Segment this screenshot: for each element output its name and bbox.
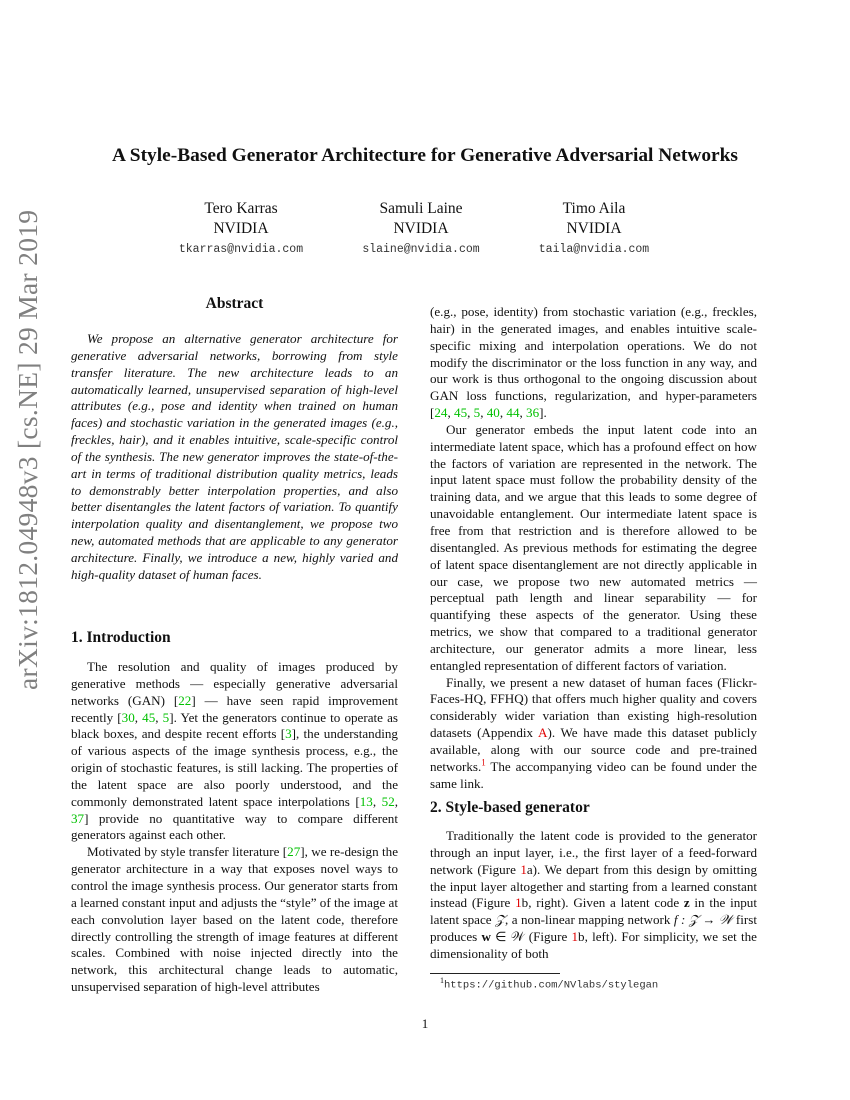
- right-column-body: [430, 304, 757, 792]
- text: The accompanying video can be found under the same link.: [430, 758, 757, 791]
- text: Traditionally the latent code is provided to the generator through an input layer, i.e., the first layer of a feed-forward network (Figure: [430, 828, 757, 877]
- text: ). We have made this dataset publicly available, along with our source code and pre-trained networks.: [430, 725, 757, 774]
- figure-link[interactable]: 1: [515, 895, 522, 911]
- citation-link[interactable]: 40: [486, 405, 500, 421]
- author-2: [321, 199, 521, 261]
- math-z: z: [683, 895, 690, 911]
- citation-link[interactable]: 5: [162, 709, 170, 725]
- text: ], the understanding of various aspects of the image synthesis process, e.g., the origin of stochastic features, is still lacking. The properties of the latent space are also poorly understood, and the commonly demonstrated latent space interpolations [: [71, 726, 398, 809]
- footnote: [440, 976, 658, 992]
- figure-link[interactable]: 1: [520, 861, 527, 877]
- citation-link[interactable]: 22: [178, 692, 192, 708]
- author-email[interactable]: tkarras@nvidia.com: [178, 243, 304, 256]
- text: ] — have seen rapid improvement recently [: [71, 692, 398, 725]
- citation-link[interactable]: 24: [434, 405, 448, 421]
- intro-paragraph-2-continued: (e.g., pose, identity) from stochastic variation (e.g., freckles, hair) in the generated images, and enables intuitive scale-specific mixing and interpolation operations. We do not modify the discriminator or the loss function in any way, and our work is thus orthogonal to the ongoing discussion about GAN loss functions, regularization, and hyper-parameters [24, 45, 5, 40, 44, 36].: [430, 304, 757, 421]
- math-Z: 𝒵: [495, 912, 506, 928]
- author-email[interactable]: taila@nvidia.com: [538, 243, 650, 256]
- citation-link[interactable]: 44: [506, 405, 520, 421]
- author-email[interactable]: slaine@nvidia.com: [362, 243, 480, 256]
- citation-link[interactable]: 27: [287, 844, 301, 860]
- footnote-divider: [430, 973, 560, 974]
- paper-title: A Style-Based Generator Architecture for Generative Adversarial Networks: [112, 145, 738, 166]
- text: , a non-linear mapping network: [505, 912, 674, 928]
- abstract-heading: Abstract: [205, 295, 264, 312]
- footnote-url[interactable]: https://github.com/NVlabs/stylegan: [444, 979, 659, 992]
- footnote-mark: 1: [440, 976, 444, 985]
- text: ].: [539, 405, 547, 421]
- abstract-body: [71, 331, 398, 584]
- author-1: [141, 199, 341, 261]
- citation-link[interactable]: 36: [526, 405, 540, 421]
- text: Motivated by style transfer literature [: [87, 844, 288, 860]
- text: b, left). For simplicity, we set the dimensionality of both: [430, 929, 757, 961]
- text: b, right). Given a latent code: [521, 895, 684, 911]
- text: (e.g., pose, identity) from stochastic variation (e.g., freckles, hair) in the generated images, and enables intuitive scale-specific mixing and interpolation operations. We do not modify the discriminator or the loss function in any way, and our work is thus orthogonal to the ongoing discussion about GAN loss functions, regularization, and hyper-parameters [: [430, 304, 757, 421]
- section-heading-style-based-generator: 2. Style-based generator: [430, 799, 590, 816]
- author-affiliation: NVIDIA: [393, 220, 449, 237]
- math-mapping: f : 𝒵 → 𝒲: [673, 912, 733, 928]
- style-paragraph-1: [430, 828, 757, 963]
- left-column-body: [71, 659, 398, 996]
- citation-link[interactable]: 37: [71, 810, 85, 826]
- section-heading-introduction: 1. Introduction: [71, 629, 171, 646]
- text: Finally, we present a new dataset of human faces (Flickr-Faces-HQ, FFHQ) that offers much higher quality and covers considerably wider variation than existing high-resolution datasets (Appendix: [430, 674, 757, 741]
- style-section-body: [430, 828, 757, 963]
- citation-link[interactable]: 3: [285, 726, 292, 742]
- abstract-text: We propose an alternative generator architecture for generative adversarial networks, borrowing from style transfer literature. The new architecture leads to an automatically learned, unsupervised separation of high-level attributes (e.g., pose and identity when trained on human faces) and stochastic variation in the generated images (e.g., freckles, hair), and it enables intuitive, scale-specific control of the synthesis. The new generator improves the state-of-the-art in terms of traditional distribution quality metrics, leads to demonstrably better interpolation properties, and also better disentangles the latent factors of variation. To quantify interpolation quality and disentanglement, we propose two new, automated methods that are applicable to any generator architecture. Finally, we introduce a new, highly varied and high-quality dataset of human faces.: [71, 331, 398, 582]
- appendix-link[interactable]: A: [537, 725, 548, 741]
- intro-paragraph-1: The resolution and quality of images produced by generative methods — especially generative adversarial networks (GAN) [22] — have seen rapid improvement recently [30, 45, 5]. Yet the generators continue to operate as black boxes, and despite recent efforts [3], the understanding of various aspects of the image synthesis process, e.g., the origin of stochastic features, is still lacking. The properties of the latent space are also poorly understood, and the commonly demonstrated latent space interpolations [13, 52, 37] provide no quantitative way to compare different generators against each other.: [71, 659, 399, 843]
- footnote-link[interactable]: 1: [481, 757, 486, 768]
- text: ] provide no quantitative way to compare different generators against each other.: [71, 810, 398, 843]
- author-name: Tero Karras: [204, 200, 278, 217]
- math-w: w: [481, 929, 491, 945]
- citation-link[interactable]: 52: [381, 793, 395, 809]
- author-affiliation: NVIDIA: [213, 220, 269, 237]
- citation-link[interactable]: 13: [359, 793, 373, 809]
- author-name: Samuli Laine: [379, 200, 463, 217]
- author-3: [494, 199, 694, 261]
- text: a). We depart from this design by omitting the input layer altogether and starting from a learned constant instead (Figure: [430, 861, 757, 911]
- citation-link[interactable]: 30: [121, 709, 135, 725]
- page-number: 1: [421, 1016, 429, 1031]
- text: The resolution and quality of images produced by generative methods — especially generative adversarial networks (GAN) [: [71, 659, 398, 708]
- author-name: Timo Aila: [562, 200, 626, 217]
- arxiv-stamp: arXiv:1812.04948v3 [cs.NE] 29 Mar 2019: [12, 209, 43, 690]
- intro-paragraph-3: Our generator embeds the input latent code into an intermediate latent space, which has a profound effect on how the factors of variation are represented in the network. The input latent space must follow the probability density of the training data, and we argue that this leads to some degree of unavoidable entanglement. Our intermediate latent space is free from that restriction and is therefore allowed to be disentangled. As previous methods for estimating the degree of latent space disentanglement are not directly applicable in our case, we propose two new automated metrics — perceptual path length and linear separability — for quantifying these aspects of the generator. Using these metrics, we show that compared to a traditional generator architecture, our generator admits a more linear, less entangled representation of different factors of variation.: [430, 421, 757, 673]
- text: in the input latent space: [430, 895, 757, 928]
- text: ]. Yet the generators continue to operate as black boxes, and despite recent efforts [: [71, 709, 399, 742]
- citation-link[interactable]: 45: [454, 405, 468, 421]
- citation-link[interactable]: 5: [473, 405, 481, 421]
- intro-paragraph-4: [430, 675, 757, 793]
- citation-link[interactable]: 45: [142, 709, 156, 725]
- author-affiliation: NVIDIA: [566, 220, 622, 237]
- text: first produces: [430, 912, 757, 945]
- intro-paragraph-2: [71, 844, 398, 996]
- figure-link[interactable]: 1: [571, 929, 579, 945]
- text: ∈ 𝒲 (Figure: [490, 929, 572, 945]
- text: ], we re-design the generator architecture in a way that exposes novel ways to control the image synthesis process. Our generator starts from a learned constant input and adjusts the “style” of the image at each convolution layer based on the latent code, therefore directly controlling the strength of image features at different scales. Combined with noise injected directly into the network, this architectural change leads to automatic, unsupervised separation of high-level attributes: [71, 844, 399, 995]
